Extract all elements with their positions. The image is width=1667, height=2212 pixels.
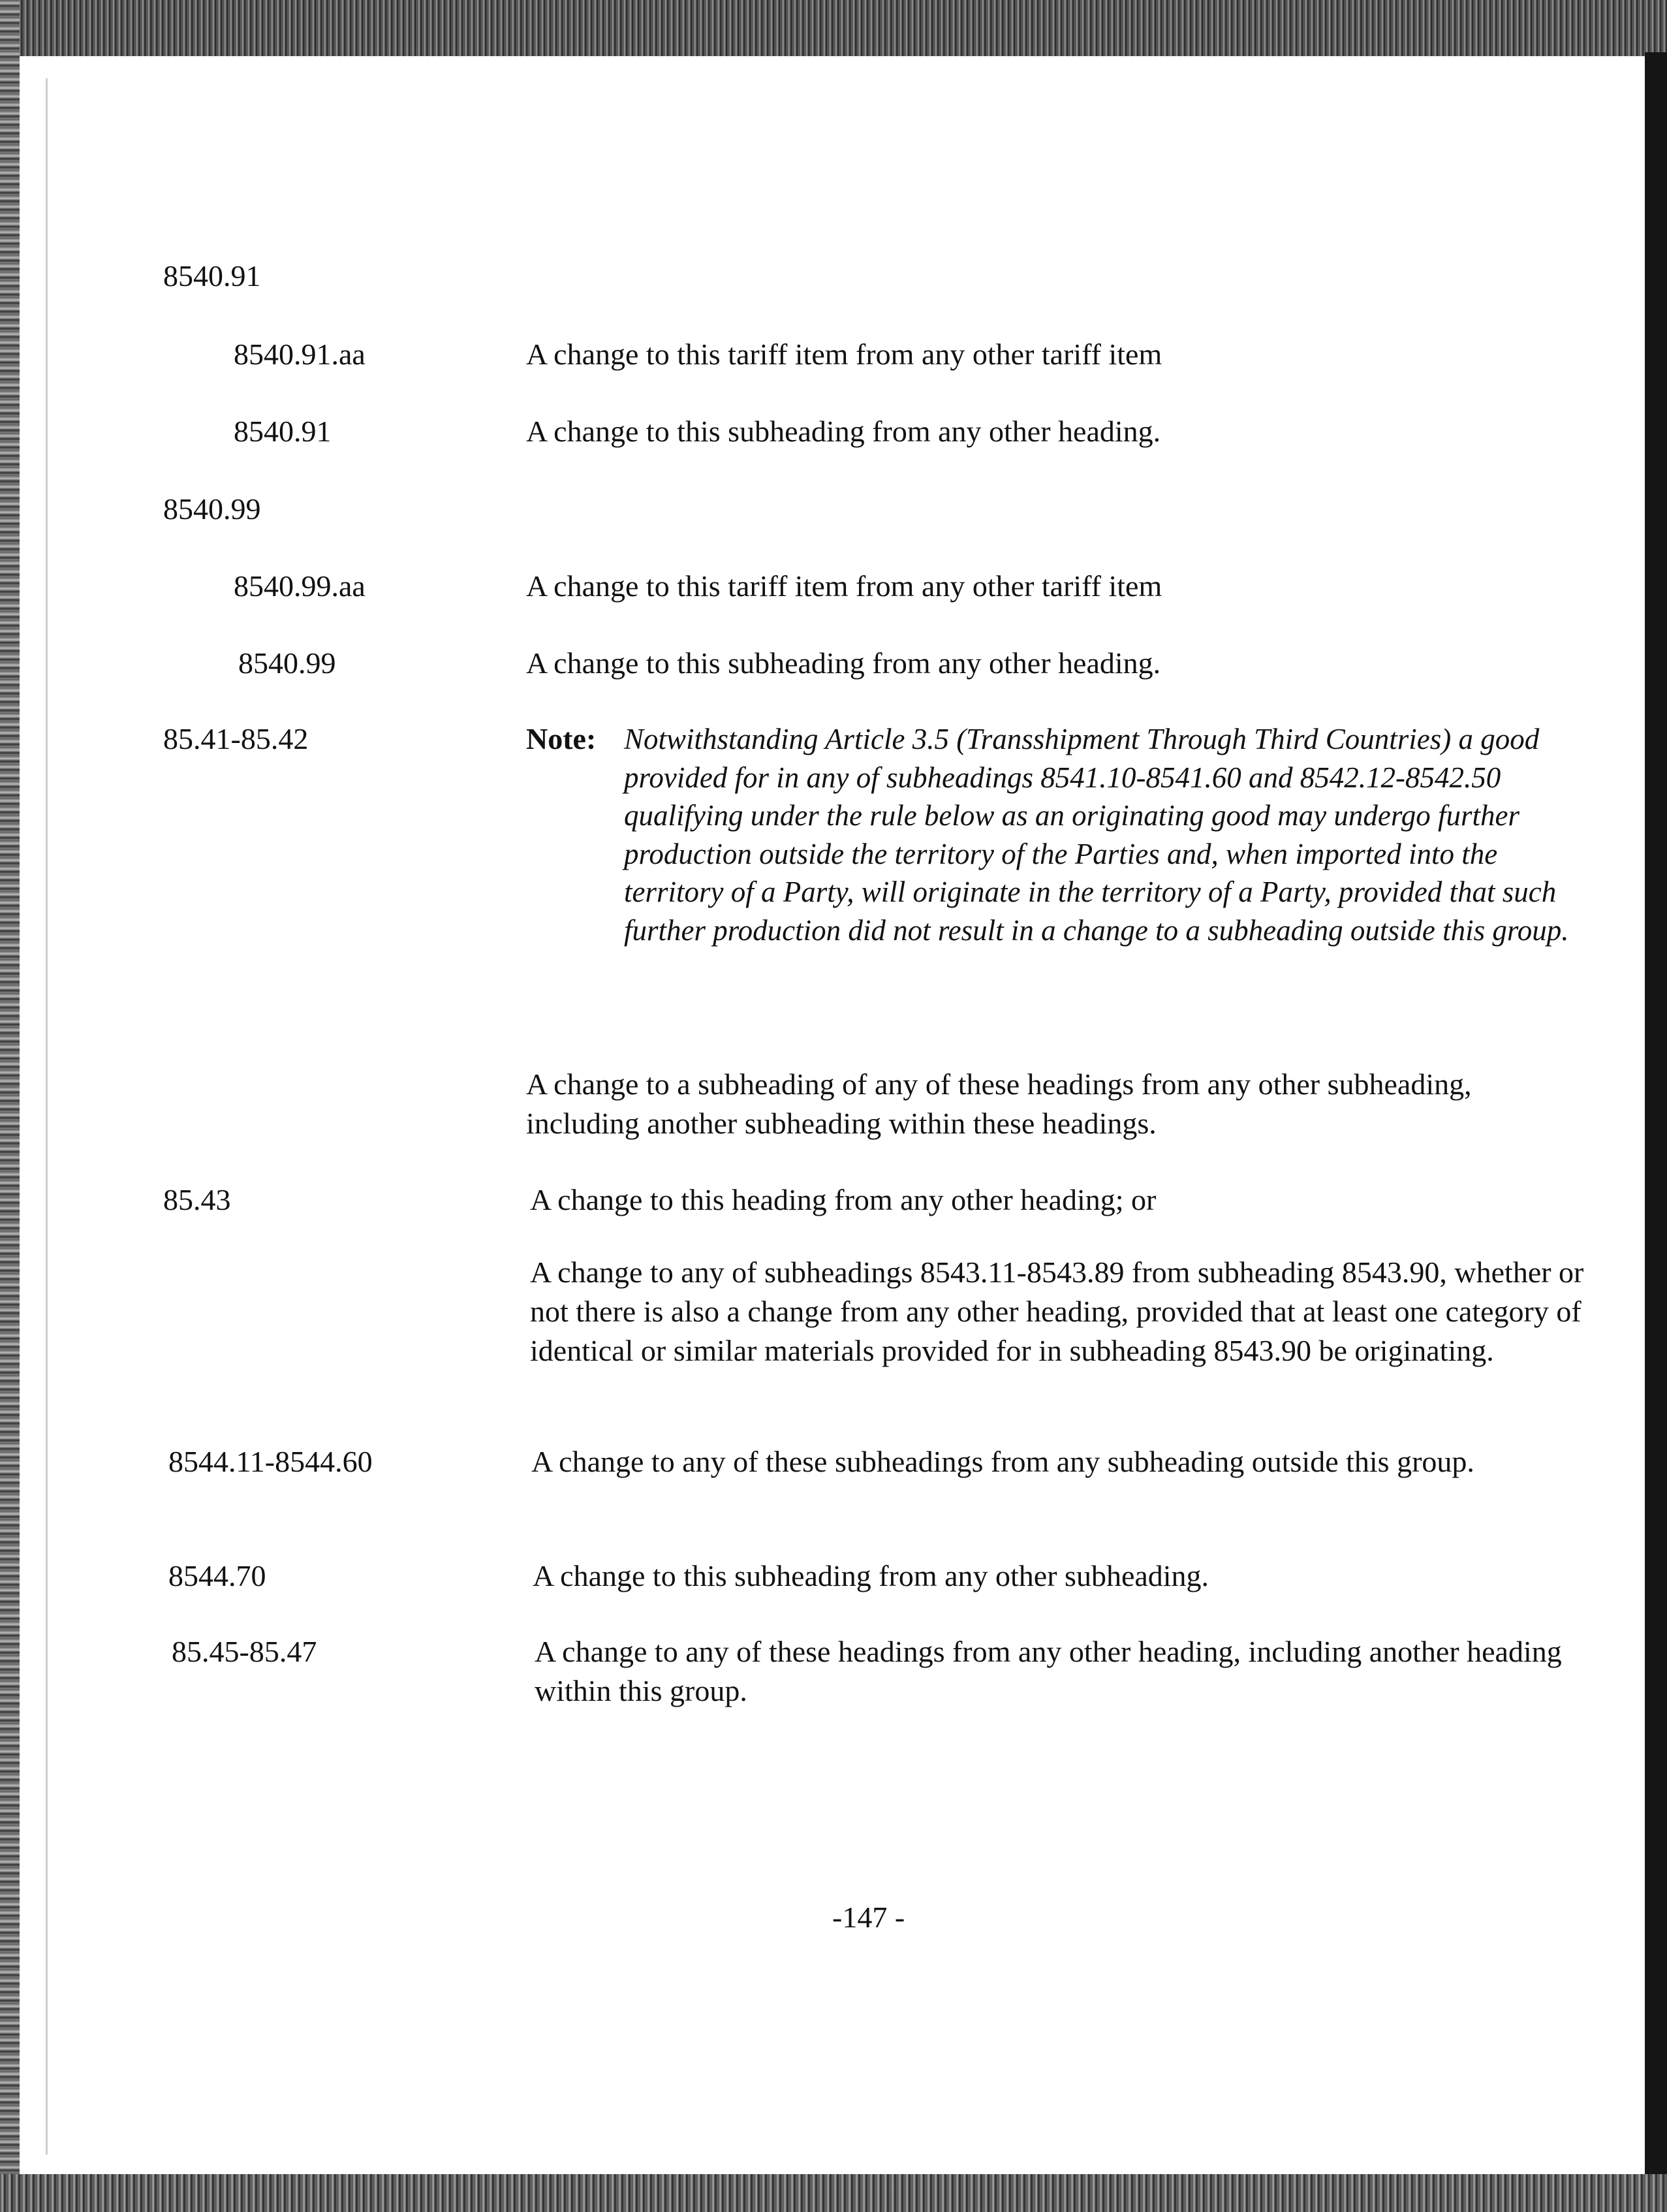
note-label: Note:	[526, 722, 597, 755]
tariff-code-heading: 8540.99	[163, 492, 261, 526]
rule-text: A change to this subheading from any other heading.	[526, 646, 1161, 680]
page-margin-line	[46, 78, 48, 2155]
rule-text-alternative: A change to any of subheadings 8543.11-8543.89 from subheading 8543.90, whether or not there is also a change from any other heading, provided that at least one category of identical or similar materials provided for in subheading 8543.90 be originating.	[530, 1256, 1584, 1367]
scan-edge-top	[0, 0, 1667, 56]
rule-text: A change to this tariff item from any other tariff item	[526, 569, 1162, 603]
rule-text: A change to this heading from any other heading; or	[530, 1183, 1157, 1216]
rule-text: A change to this subheading from any other subheading.	[533, 1559, 1209, 1592]
tariff-code: 8540.99.aa	[234, 569, 366, 603]
tariff-code: 8540.91	[234, 415, 332, 448]
rule-text: A change to a subheading of any of these headings from any other subheading, including another subheading within these headings.	[526, 1067, 1472, 1140]
tariff-code: 8540.99	[238, 646, 336, 680]
rule-text: A change to this subheading from any other heading.	[526, 415, 1161, 448]
rule-text: A change to this tariff item from any other tariff item	[526, 338, 1162, 371]
rule-text: A change to any of these subheadings from any subheading outside this group.	[531, 1445, 1474, 1478]
tariff-code: 85.45-85.47	[172, 1635, 317, 1668]
tariff-code: 8544.11-8544.60	[168, 1445, 373, 1478]
tariff-code: 85.43	[163, 1183, 231, 1216]
page-number: -147 -	[832, 1901, 905, 1934]
scan-edge-bottom	[0, 2174, 1667, 2212]
scan-edge-left	[0, 0, 20, 2212]
scan-edge-right	[1645, 52, 1667, 2174]
rule-text: A change to any of these headings from any other heading, including another heading within this group.	[535, 1635, 1562, 1707]
tariff-code: 85.41-85.42	[163, 722, 309, 755]
tariff-code: 8544.70	[168, 1559, 266, 1592]
note-text: Notwithstanding Article 3.5 (Transshipment Through Third Countries) a good provided for in any of subheadings 8541.10-8541.60 and 8542.12-8542.50 qualifying under the rule below as an originating good may undergo further production outside the territory of the Parties and, when imported into the territory of a Party, will originate in the territory of a Party, provided that such further production did not result in a change to a subheading outside this group.	[624, 723, 1569, 947]
tariff-code-heading: 8540.91	[163, 259, 261, 292]
tariff-code: 8540.91.aa	[234, 338, 366, 371]
